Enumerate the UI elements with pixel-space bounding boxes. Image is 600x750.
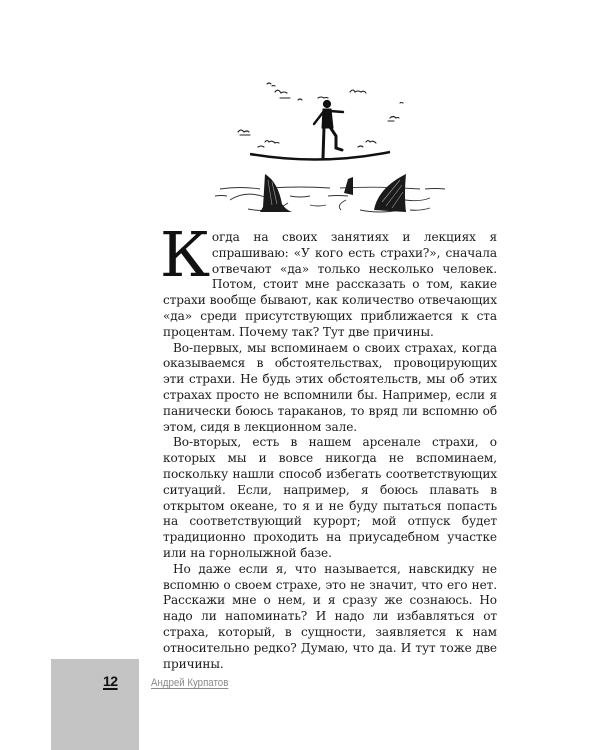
water-ripples-icon	[215, 187, 445, 212]
tightrope-icon	[250, 152, 390, 160]
paragraph-1	[159, 218, 497, 341]
body-text	[159, 218, 497, 672]
illustration-drawing	[210, 70, 450, 220]
shark-fins-icon	[260, 174, 406, 212]
paragraph-2: Во-первых, мы вспоминаем о своих страхах, когда оказываемся в обстоятельствах, провоцирующих эти страхи. Не будь этих обстоятельств, мы об этих страхах просто не вспомнили бы. Например, если я панически боюсь тараканов, то вряд ли вспомню об этом, сидя в лекционном зале.	[163, 340, 497, 434]
paragraph-4: Но даже если я, что называется, навскидку не вспомню о своем страхе, это не значит, что его нет. Расскажи мне о нем, и я сразу же сознаюсь. Но надо ли напоминать? И надо ли избавляться от страха, который, в сущности, заявляется к нам относительно редко? Думаю, что да. И тут тоже две причины.	[163, 561, 497, 671]
page-number-box	[51, 659, 139, 750]
running-footer-author: Андрей Курпатов	[151, 677, 229, 689]
tightrope-shark-illustration	[210, 70, 450, 220]
paragraph-1-text: огда на своих занятиях и лекциях я спрашиваю: «У кого есть страхи?», сначала отвечают «да» только несколько человек. Потом, стоит мне рассказать о том, какие страхи вообще бывают, как количество отвечающих «да» среди присутствующих приближается к ста процентам. Почему так? Тут две причины.	[163, 230, 497, 339]
page-number: 12	[103, 673, 118, 689]
man-icon	[314, 100, 343, 159]
dropcap-letter: К	[159, 218, 211, 291]
paragraph-3: Во-вторых, есть в нашем арсенале страхи, о которых мы и вовсе никогда не вспоминаем, поскольку нашли способ избегать соответствующих ситуаций. Если, например, я боюсь плавать в открытом океане, то я и не буду пытаться попасть на соответствующий курорт; мой отпуск будет традиционно проходить на приусадебном участке или на горнолыжной базе.	[163, 435, 497, 560]
